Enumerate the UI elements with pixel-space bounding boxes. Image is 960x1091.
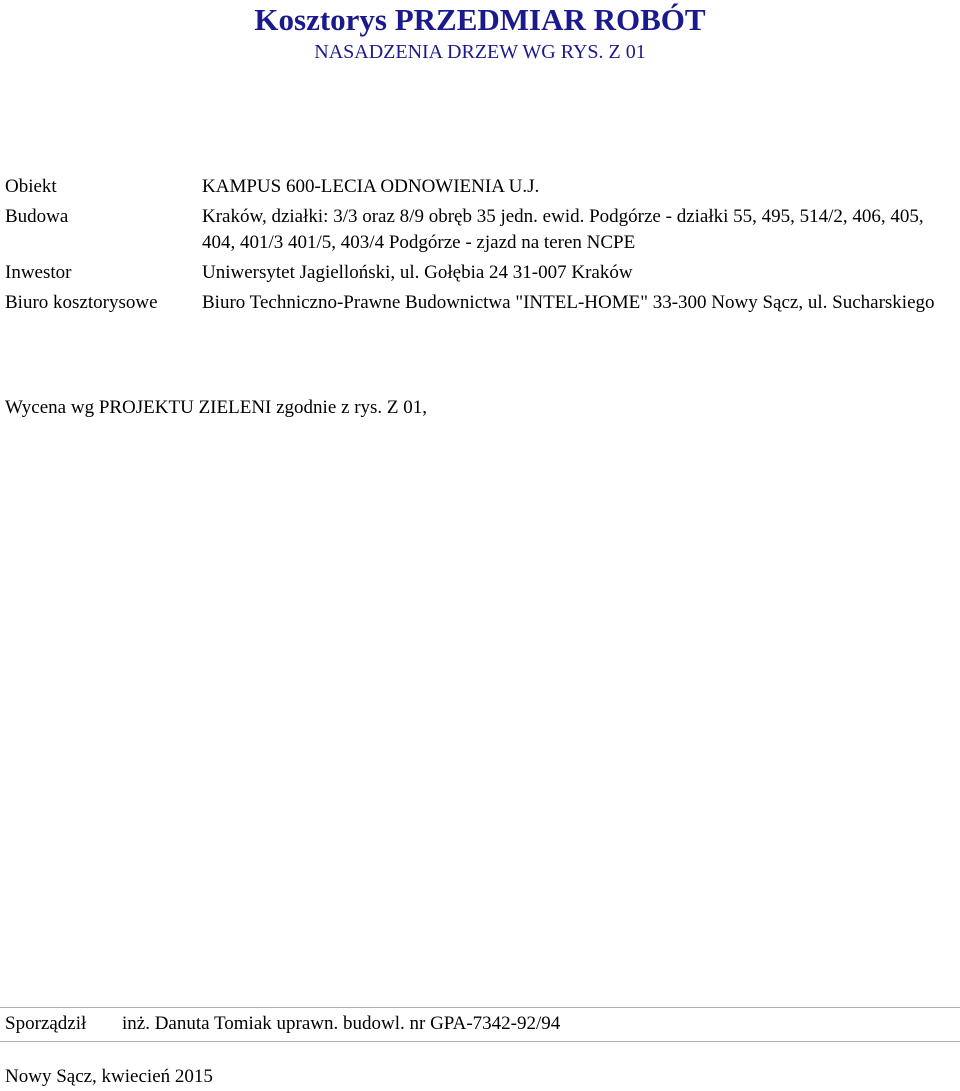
document-subtitle: NASADZENIA DRZEW WG RYS. Z 01 [314,41,646,63]
field-inwestor-value: Uniwersytet Jagielloński, ul. Gołębia 24 31-007 Kraków [202,262,633,283]
sporzadzil-value: inż. Danuta Tomiak uprawn. budowl. nr GPA-7342-92/94 [122,1013,561,1034]
field-inwestor-label: Inwestor [5,262,72,283]
footer-divider-bottom [0,1041,960,1042]
field-obiekt-label: Obiekt [5,176,57,197]
sporzadzil-label: Sporządził [5,1013,87,1034]
field-budowa-label: Budowa [5,206,69,227]
field-budowa-value: Kraków, działki: 3/3 oraz 8/9 obręb 35 jedn. ewid. Podgórze - działki 55, 495, 514/2, 406, 405, 404, 401/3 401/5, 403/4 Podgórze - zjazd na teren NCPE [202,206,924,253]
wycena-note: Wycena wg PROJEKTU ZIELENI zgodnie z rys. Z 01, [5,397,428,418]
field-biuro-label: Biuro kosztorysowe [5,292,158,313]
field-biuro-value: Biuro Techniczno-Prawne Budownictwa "INTEL-HOME" 33-300 Nowy Sącz, ul. Sucharskiego [202,292,935,313]
place-and-date: Nowy Sącz, kwiecień 2015 [5,1066,213,1087]
document-title: Kosztorys PRZEDMIAR ROBÓT [254,2,706,37]
field-obiekt-value: KAMPUS 600-LECIA ODNOWIENIA U.J. [202,176,540,197]
footer-divider-top [0,1007,960,1008]
